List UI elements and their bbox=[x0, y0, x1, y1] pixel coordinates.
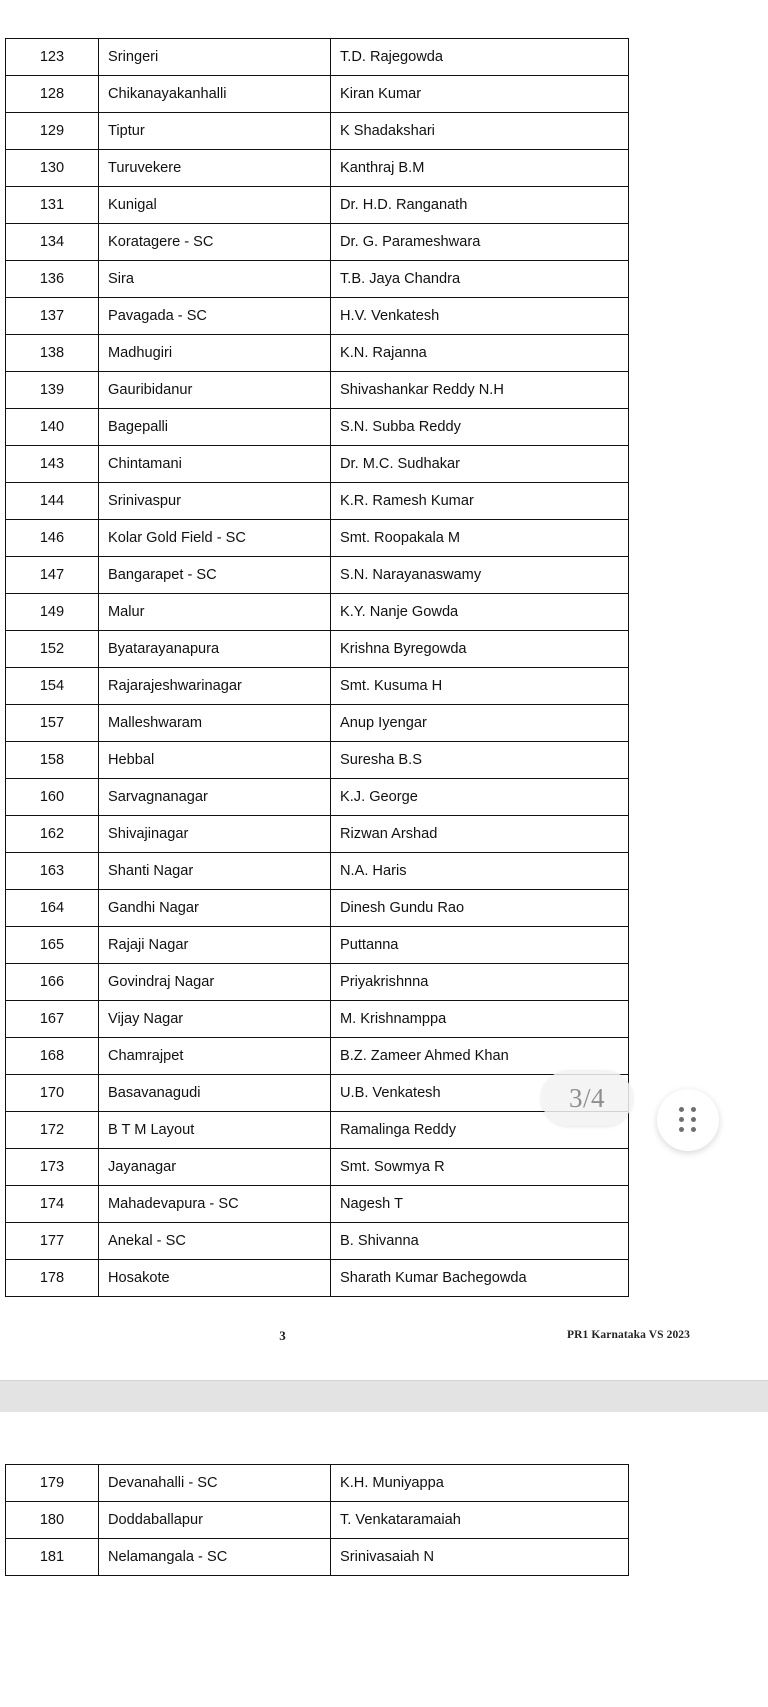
cell-constituency-name: Malur bbox=[99, 594, 331, 631]
cell-constituency-number: 152 bbox=[6, 631, 99, 668]
table-row bbox=[6, 1186, 629, 1223]
cell-candidate-name: T. Venkataramaiah bbox=[331, 1502, 629, 1539]
table-row bbox=[6, 113, 629, 150]
cell-candidate-name: T.B. Jaya Chandra bbox=[331, 261, 629, 298]
cell-constituency-name: Jayanagar bbox=[99, 1149, 331, 1186]
document-page-4 bbox=[0, 1412, 768, 1707]
cell-constituency-name: Kunigal bbox=[99, 187, 331, 224]
cell-constituency-number: 144 bbox=[6, 483, 99, 520]
cell-constituency-number: 177 bbox=[6, 1223, 99, 1260]
cell-candidate-name: U.B. Venkatesh bbox=[331, 1075, 629, 1112]
cell-constituency-name: Doddaballapur bbox=[99, 1502, 331, 1539]
table-row bbox=[6, 853, 629, 890]
cell-constituency-number: 140 bbox=[6, 409, 99, 446]
table-body-page-4 bbox=[6, 1465, 629, 1576]
cell-candidate-name: Rizwan Arshad bbox=[331, 816, 629, 853]
cell-candidate-name: Suresha B.S bbox=[331, 742, 629, 779]
cell-constituency-name: Rajarajeshwarinagar bbox=[99, 668, 331, 705]
cell-candidate-name: Krishna Byregowda bbox=[331, 631, 629, 668]
cell-constituency-number: 179 bbox=[6, 1465, 99, 1502]
cell-candidate-name: B. Shivanna bbox=[331, 1223, 629, 1260]
table-row bbox=[6, 742, 629, 779]
cell-constituency-number: 162 bbox=[6, 816, 99, 853]
cell-candidate-name: M. Krishnamppa bbox=[331, 1001, 629, 1038]
table-row bbox=[6, 668, 629, 705]
cell-constituency-name: Anekal - SC bbox=[99, 1223, 331, 1260]
cell-constituency-name: Tiptur bbox=[99, 113, 331, 150]
table-row bbox=[6, 372, 629, 409]
table-row bbox=[6, 890, 629, 927]
page-footer bbox=[0, 1328, 768, 1358]
cell-constituency-name: Vijay Nagar bbox=[99, 1001, 331, 1038]
footer-document-title: PR1 Karnataka VS 2023 bbox=[567, 1329, 690, 1341]
cell-candidate-name: Dr. M.C. Sudhakar bbox=[331, 446, 629, 483]
cell-constituency-name: Sarvagnanagar bbox=[99, 779, 331, 816]
cell-constituency-name: Koratagere - SC bbox=[99, 224, 331, 261]
cell-constituency-name: Rajaji Nagar bbox=[99, 927, 331, 964]
grid-dots-icon bbox=[679, 1107, 698, 1134]
cell-constituency-number: 178 bbox=[6, 1260, 99, 1297]
cell-candidate-name: Smt. Sowmya R bbox=[331, 1149, 629, 1186]
cell-constituency-name: Srinivaspur bbox=[99, 483, 331, 520]
cell-constituency-name: Pavagada - SC bbox=[99, 298, 331, 335]
table-row bbox=[6, 39, 629, 76]
cell-constituency-number: 166 bbox=[6, 964, 99, 1001]
table-row bbox=[6, 557, 629, 594]
cell-constituency-number: 128 bbox=[6, 76, 99, 113]
table-row bbox=[6, 446, 629, 483]
constituency-table-page-4 bbox=[5, 1464, 607, 1576]
cell-constituency-number: 174 bbox=[6, 1186, 99, 1223]
table-row bbox=[6, 1223, 629, 1260]
footer-page-number: 3 bbox=[279, 1328, 286, 1343]
cell-constituency-number: 173 bbox=[6, 1149, 99, 1186]
cell-constituency-name: Madhugiri bbox=[99, 335, 331, 372]
cell-constituency-number: 149 bbox=[6, 594, 99, 631]
cell-constituency-name: Kolar Gold Field - SC bbox=[99, 520, 331, 557]
cell-candidate-name: K.Y. Nanje Gowda bbox=[331, 594, 629, 631]
cell-candidate-name: H.V. Venkatesh bbox=[331, 298, 629, 335]
cell-constituency-number: 123 bbox=[6, 39, 99, 76]
cell-candidate-name: N.A. Haris bbox=[331, 853, 629, 890]
cell-constituency-number: 164 bbox=[6, 890, 99, 927]
cell-constituency-number: 134 bbox=[6, 224, 99, 261]
cell-candidate-name: Sharath Kumar Bachegowda bbox=[331, 1260, 629, 1297]
table-row bbox=[6, 224, 629, 261]
constituency-table-page-3 bbox=[5, 38, 607, 1297]
table-row bbox=[6, 705, 629, 742]
cell-constituency-number: 139 bbox=[6, 372, 99, 409]
cell-constituency-number: 136 bbox=[6, 261, 99, 298]
table-row bbox=[6, 1075, 629, 1112]
table-row bbox=[6, 816, 629, 853]
cell-constituency-name: Gandhi Nagar bbox=[99, 890, 331, 927]
table-row bbox=[6, 927, 629, 964]
table-row bbox=[6, 631, 629, 668]
cell-constituency-number: 130 bbox=[6, 150, 99, 187]
cell-candidate-name: K.H. Muniyappa bbox=[331, 1465, 629, 1502]
cell-constituency-number: 157 bbox=[6, 705, 99, 742]
cell-constituency-name: Bagepalli bbox=[99, 409, 331, 446]
cell-candidate-name: S.N. Narayanaswamy bbox=[331, 557, 629, 594]
cell-candidate-name: Ramalinga Reddy bbox=[331, 1112, 629, 1149]
table-row bbox=[6, 1001, 629, 1038]
cell-constituency-name: Turuvekere bbox=[99, 150, 331, 187]
cell-constituency-name: Byatarayanapura bbox=[99, 631, 331, 668]
cell-constituency-number: 138 bbox=[6, 335, 99, 372]
cell-constituency-name: Basavanagudi bbox=[99, 1075, 331, 1112]
cell-constituency-number: 158 bbox=[6, 742, 99, 779]
cell-constituency-number: 168 bbox=[6, 1038, 99, 1075]
data-table bbox=[5, 1464, 629, 1576]
cell-constituency-name: Hosakote bbox=[99, 1260, 331, 1297]
cell-candidate-name: Puttanna bbox=[331, 927, 629, 964]
cell-candidate-name: Nagesh T bbox=[331, 1186, 629, 1223]
cell-constituency-number: 160 bbox=[6, 779, 99, 816]
cell-candidate-name: Shivashankar Reddy N.H bbox=[331, 372, 629, 409]
cell-constituency-name: Shivajinagar bbox=[99, 816, 331, 853]
table-row bbox=[6, 1465, 629, 1502]
cell-constituency-number: 180 bbox=[6, 1502, 99, 1539]
cell-candidate-name: Anup Iyengar bbox=[331, 705, 629, 742]
table-row bbox=[6, 1112, 629, 1149]
cell-constituency-name: Nelamangala - SC bbox=[99, 1539, 331, 1576]
table-row bbox=[6, 1502, 629, 1539]
cell-candidate-name: Priyakrishnna bbox=[331, 964, 629, 1001]
table-body-page-3 bbox=[6, 39, 629, 1297]
table-row bbox=[6, 187, 629, 224]
cell-candidate-name: Kiran Kumar bbox=[331, 76, 629, 113]
cell-candidate-name: Dinesh Gundu Rao bbox=[331, 890, 629, 927]
cell-constituency-name: Gauribidanur bbox=[99, 372, 331, 409]
cell-candidate-name: T.D. Rajegowda bbox=[331, 39, 629, 76]
grid-menu-button[interactable] bbox=[657, 1089, 719, 1151]
cell-constituency-number: 131 bbox=[6, 187, 99, 224]
table-row bbox=[6, 261, 629, 298]
table-row bbox=[6, 964, 629, 1001]
cell-constituency-name: Devanahalli - SC bbox=[99, 1465, 331, 1502]
cell-candidate-name: K.N. Rajanna bbox=[331, 335, 629, 372]
table-row bbox=[6, 483, 629, 520]
table-row bbox=[6, 150, 629, 187]
cell-constituency-number: 147 bbox=[6, 557, 99, 594]
cell-candidate-name: K.J. George bbox=[331, 779, 629, 816]
cell-constituency-number: 154 bbox=[6, 668, 99, 705]
cell-constituency-name: Govindraj Nagar bbox=[99, 964, 331, 1001]
cell-candidate-name: Smt. Roopakala M bbox=[331, 520, 629, 557]
cell-constituency-number: 170 bbox=[6, 1075, 99, 1112]
cell-constituency-number: 146 bbox=[6, 520, 99, 557]
cell-candidate-name: K.R. Ramesh Kumar bbox=[331, 483, 629, 520]
table-row bbox=[6, 1038, 629, 1075]
cell-constituency-number: 143 bbox=[6, 446, 99, 483]
page-indicator-badge: 3/4 bbox=[541, 1070, 633, 1126]
cell-candidate-name: Kanthraj B.M bbox=[331, 150, 629, 187]
cell-constituency-name: Chamrajpet bbox=[99, 1038, 331, 1075]
data-table bbox=[5, 38, 629, 1297]
cell-constituency-number: 163 bbox=[6, 853, 99, 890]
cell-constituency-name: Hebbal bbox=[99, 742, 331, 779]
cell-constituency-name: Malleshwaram bbox=[99, 705, 331, 742]
cell-constituency-name: Mahadevapura - SC bbox=[99, 1186, 331, 1223]
page-separator bbox=[0, 1380, 768, 1414]
cell-constituency-name: Chintamani bbox=[99, 446, 331, 483]
cell-candidate-name: Srinivasaiah N bbox=[331, 1539, 629, 1576]
cell-constituency-number: 137 bbox=[6, 298, 99, 335]
table-row bbox=[6, 594, 629, 631]
cell-constituency-number: 172 bbox=[6, 1112, 99, 1149]
table-row bbox=[6, 409, 629, 446]
cell-candidate-name: B.Z. Zameer Ahmed Khan bbox=[331, 1038, 629, 1075]
table-row bbox=[6, 1539, 629, 1576]
cell-candidate-name: Dr. H.D. Ranganath bbox=[331, 187, 629, 224]
table-row bbox=[6, 335, 629, 372]
cell-candidate-name: K Shadakshari bbox=[331, 113, 629, 150]
table-row bbox=[6, 779, 629, 816]
cell-constituency-name: B T M Layout bbox=[99, 1112, 331, 1149]
table-row bbox=[6, 76, 629, 113]
table-row bbox=[6, 1149, 629, 1186]
cell-constituency-number: 129 bbox=[6, 113, 99, 150]
table-row bbox=[6, 1260, 629, 1297]
cell-constituency-number: 165 bbox=[6, 927, 99, 964]
cell-constituency-name: Bangarapet - SC bbox=[99, 557, 331, 594]
table-row bbox=[6, 298, 629, 335]
cell-constituency-number: 167 bbox=[6, 1001, 99, 1038]
table-row bbox=[6, 520, 629, 557]
cell-constituency-name: Sringeri bbox=[99, 39, 331, 76]
cell-constituency-name: Shanti Nagar bbox=[99, 853, 331, 890]
cell-candidate-name: Smt. Kusuma H bbox=[331, 668, 629, 705]
cell-constituency-name: Chikanayakanhalli bbox=[99, 76, 331, 113]
cell-candidate-name: Dr. G. Parameshwara bbox=[331, 224, 629, 261]
cell-constituency-number: 181 bbox=[6, 1539, 99, 1576]
cell-constituency-name: Sira bbox=[99, 261, 331, 298]
cell-candidate-name: S.N. Subba Reddy bbox=[331, 409, 629, 446]
